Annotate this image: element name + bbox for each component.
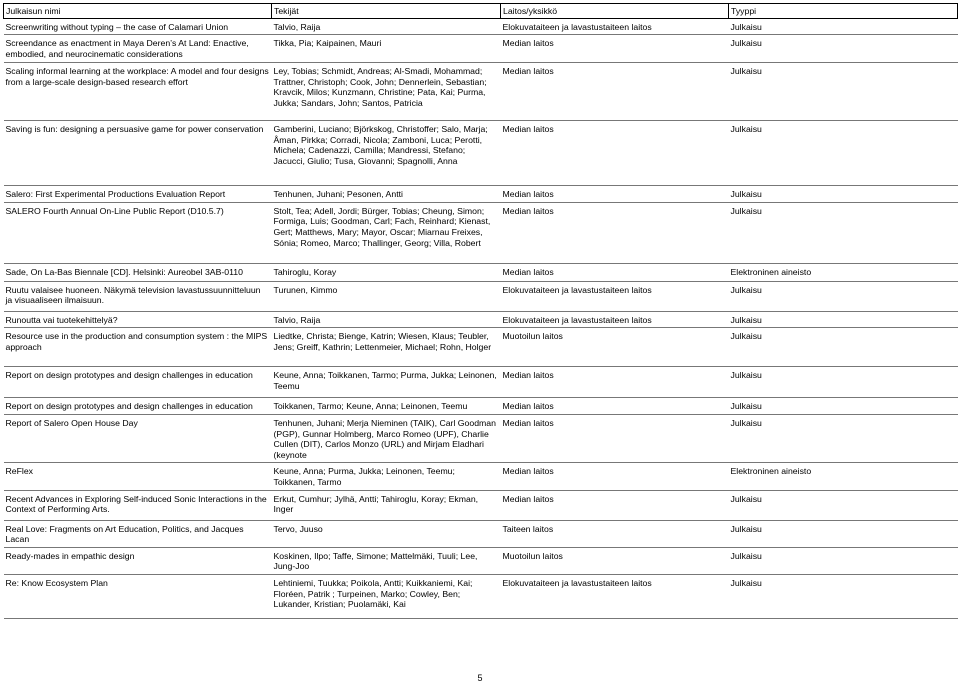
header-row xyxy=(4,4,958,19)
publication-title: Sade, On La-Bas Biennale [CD]. Helsinki: Aureobel 3AB-0110 xyxy=(4,263,272,281)
table-row xyxy=(4,186,958,203)
publication-department: Elokuvataiteen ja lavastustaiteen laitos xyxy=(501,281,729,311)
publication-department: Median laitos xyxy=(501,186,729,203)
publication-type: Julkaisu xyxy=(729,328,958,367)
publication-department: Median laitos xyxy=(501,121,729,186)
publication-authors: Koskinen, Ilpo; Taffe, Simone; Mattelmäki, Tuuli; Lee, Jung-Joo xyxy=(272,547,501,574)
publication-authors: Lehtiniemi, Tuukka; Poikola, Antti; Kuikkaniemi, Kai; Floréen, Patrik ; Turpeinen, Marko; Cowley, Ben; Lukander, Kristian; Puolamäki, Kai xyxy=(272,574,501,618)
publication-department: Elokuvataiteen ja lavastustaiteen laitos xyxy=(501,18,729,35)
publication-authors: Toikkanen, Tarmo; Keune, Anna; Leinonen, Teemu xyxy=(272,398,501,415)
publication-type: Julkaisu xyxy=(729,490,958,520)
table-row xyxy=(4,18,958,35)
publication-type: Julkaisu xyxy=(729,414,958,462)
publication-title: Resource use in the production and consumption system : the MIPS approach xyxy=(4,328,272,367)
publication-department: Elokuvataiteen ja lavastustaiteen laitos xyxy=(501,311,729,328)
publication-authors: Liedtke, Christa; Bienge, Katrin; Wiesen, Klaus; Teubler, Jens; Greiff, Kathrin; Lettenmeier, Michael; Rohn, Holger xyxy=(272,328,501,367)
publication-authors: Tenhunen, Juhani; Merja Nieminen (TAIK), Carl Goodman (PGP), Gunnar Holmberg, Marco Romeo (UPF), Charlie Cullen (DIT), Carlos Monzo (URL) and Mirjam Eladhari (keynote xyxy=(272,414,501,462)
publication-title: Scaling informal learning at the workplace: A model and four designs from a large-scale design-based research effort xyxy=(4,63,272,121)
publication-title: Re: Know Ecosystem Plan xyxy=(4,574,272,618)
publication-authors: Tikka, Pia; Kaipainen, Mauri xyxy=(272,35,501,63)
header-title: Julkaisun nimi xyxy=(4,4,272,19)
publication-authors: Keune, Anna; Toikkanen, Tarmo; Purma, Jukka; Leinonen, Teemu xyxy=(272,367,501,398)
publication-type: Julkaisu xyxy=(729,281,958,311)
publication-type: Julkaisu xyxy=(729,186,958,203)
publication-department: Median laitos xyxy=(501,367,729,398)
publication-department: Median laitos xyxy=(501,490,729,520)
publication-title: Screendance as enactment in Maya Deren’s At Land: Enactive, embodied, and neurocinematic considerations xyxy=(4,35,272,63)
publication-department: Muotoilun laitos xyxy=(501,547,729,574)
publication-title: ReFlex xyxy=(4,463,272,490)
publication-department: Muotoilun laitos xyxy=(501,328,729,367)
publication-title: Real Love: Fragments on Art Education, Politics, and Jacques Lacan xyxy=(4,520,272,547)
publication-title: Runoutta vai tuotekehittelyä? xyxy=(4,311,272,328)
publication-department: Median laitos xyxy=(501,398,729,415)
table-row xyxy=(4,281,958,311)
table-row xyxy=(4,367,958,398)
publication-authors: Erkut, Cumhur; Jylhä, Antti; Tahiroglu, Koray; Ekman, Inger xyxy=(272,490,501,520)
table-row xyxy=(4,547,958,574)
publication-type: Julkaisu xyxy=(729,547,958,574)
table-row xyxy=(4,398,958,415)
table-row xyxy=(4,574,958,618)
publication-department: Median laitos xyxy=(501,63,729,121)
publication-type: Julkaisu xyxy=(729,520,958,547)
publication-type: Elektroninen aineisto xyxy=(729,463,958,490)
publication-type: Julkaisu xyxy=(729,367,958,398)
header-type: Tyyppi xyxy=(729,4,958,19)
publication-type: Julkaisu xyxy=(729,63,958,121)
table-row xyxy=(4,414,958,462)
publication-title: Ready-mades in empathic design xyxy=(4,547,272,574)
table-row xyxy=(4,311,958,328)
publication-authors: Tahiroglu, Koray xyxy=(272,263,501,281)
publication-type: Julkaisu xyxy=(729,311,958,328)
publication-authors: Talvio, Raija xyxy=(272,311,501,328)
publication-authors: Gamberini, Luciano; Björkskog, Christoffer; Salo, Marja; Åman, Pirkka; Corradi, Nicola; Zamboni, Luca; Perotti, Michela; Cadenazzi, Camilla; Mandressi, Stefano; Jacucci, Giulio; Tusa, Giovanni; Spagnolli, Anna xyxy=(272,121,501,186)
publication-department: Median laitos xyxy=(501,414,729,462)
publication-type: Julkaisu xyxy=(729,35,958,63)
publication-authors: Ley, Tobias; Schmidt, Andreas; Al-Smadi, Mohammad; Trattner, Christoph; Cook, John; Dennerlein, Sebastian; Kravcik, Milos; Kunzmann, Christine; Pata, Kai; Purma, Jukka; Sandars, John; Santos, Patricia xyxy=(272,63,501,121)
publication-title: Report on design prototypes and design challenges in education xyxy=(4,367,272,398)
table-row xyxy=(4,121,958,186)
table-row xyxy=(4,463,958,490)
publication-title: Saving is fun: designing a persuasive game for power conservation xyxy=(4,121,272,186)
publication-type: Julkaisu xyxy=(729,398,958,415)
publication-type: Julkaisu xyxy=(729,121,958,186)
table-row xyxy=(4,520,958,547)
table-row xyxy=(4,490,958,520)
publication-title: Ruutu valaisee huoneen. Näkymä television lavastussuunnitteluun ja visuaaliseen ilmaisuun. xyxy=(4,281,272,311)
table-row xyxy=(4,328,958,367)
header-authors: Tekijät xyxy=(272,4,501,19)
publication-department: Elokuvataiteen ja lavastustaiteen laitos xyxy=(501,574,729,618)
publication-department: Median laitos xyxy=(501,202,729,263)
publication-type: Julkaisu xyxy=(729,202,958,263)
publication-authors: Talvio, Raija xyxy=(272,18,501,35)
page-number: 5 xyxy=(477,673,483,683)
publication-authors: Keune, Anna; Purma, Jukka; Leinonen, Teemu; Toikkanen, Tarmo xyxy=(272,463,501,490)
publication-title: SALERO Fourth Annual On-Line Public Report (D10.5.7) xyxy=(4,202,272,263)
publication-department: Median laitos xyxy=(501,463,729,490)
table-row xyxy=(4,63,958,121)
publication-authors: Turunen, Kimmo xyxy=(272,281,501,311)
header-department: Laitos/yksikkö xyxy=(501,4,729,19)
publication-title: Report of Salero Open House Day xyxy=(4,414,272,462)
table-row xyxy=(4,263,958,281)
publication-department: Median laitos xyxy=(501,263,729,281)
publication-title: Recent Advances in Exploring Self-induced Sonic Interactions in the Context of Performing Arts. xyxy=(4,490,272,520)
publication-department: Taiteen laitos xyxy=(501,520,729,547)
publication-department: Median laitos xyxy=(501,35,729,63)
table-row xyxy=(4,202,958,263)
publication-authors: Stolt, Tea; Adell, Jordi; Bürger, Tobias; Cheung, Simon; Formiga, Luis; Goodman, Carl; Fach, Reinhard; Kienast, Gert; Matthews, Mary; Mayor, Oscar; Miarnau Freixes, Sónia; Romeo, Marco; Thallinger, Georg; Villa, Robert xyxy=(272,202,501,263)
publication-authors: Tervo, Juuso xyxy=(272,520,501,547)
table-row xyxy=(4,35,958,63)
publication-list xyxy=(3,3,957,619)
publication-type: Elektroninen aineisto xyxy=(729,263,958,281)
publication-type: Julkaisu xyxy=(729,574,958,618)
publications-table xyxy=(3,3,958,619)
publication-title: Report on design prototypes and design challenges in education xyxy=(4,398,272,415)
publication-authors: Tenhunen, Juhani; Pesonen, Antti xyxy=(272,186,501,203)
publication-type: Julkaisu xyxy=(729,18,958,35)
publication-title: Salero: First Experimental Productions Evaluation Report xyxy=(4,186,272,203)
publication-title: Screenwriting without typing – the case of Calamari Union xyxy=(4,18,272,35)
